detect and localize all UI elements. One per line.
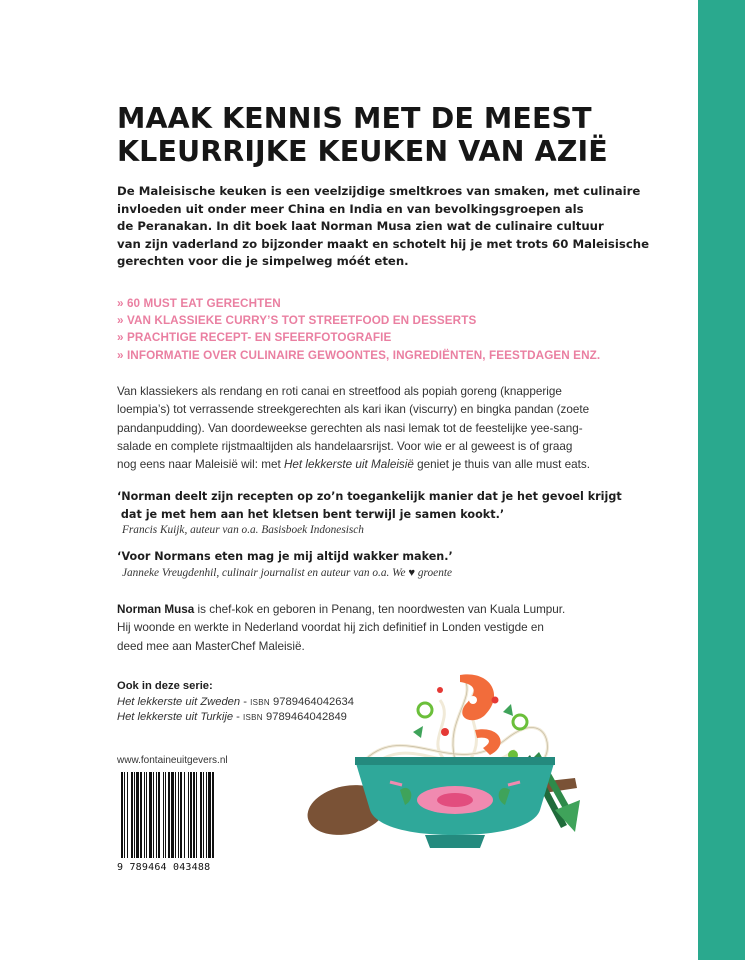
barcode-number: 9 789464 043488 — [117, 862, 211, 873]
barcode-bar — [180, 772, 182, 858]
attribution-text: Janneke Vreugdenhil, culinair journalist en auteur van o.a. We — [122, 566, 406, 579]
barcode-bar — [124, 772, 125, 858]
barcode-bar — [156, 772, 157, 858]
barcode-bar — [144, 772, 145, 858]
barcode-bar — [149, 772, 152, 858]
barcode-bar — [165, 772, 166, 858]
barcode-bar — [127, 772, 128, 858]
highlight-item: » 60 MUST EAT GERECHTEN — [117, 297, 281, 310]
barcode-bar — [153, 772, 154, 858]
quote-text — [117, 488, 677, 523]
barcode-bar — [200, 772, 202, 858]
isbn-label: ISBN — [243, 713, 263, 722]
highlights-list — [117, 295, 600, 364]
headline — [117, 102, 677, 168]
isbn-number: 9789464042634 — [269, 695, 354, 708]
quote-line: dat je met hem aan het kletsen bent terwijl je samen kookt.’ — [117, 507, 505, 521]
series-label: Ook in deze serie: — [117, 680, 213, 692]
body-paragraph — [117, 383, 647, 474]
intro-line: van zijn vaderland zo bijzonder maakt en schotelt hij je met trots 60 Maleisische — [117, 236, 650, 251]
barcode-bar — [178, 772, 179, 858]
bio-line — [117, 601, 647, 619]
testimonial-quote — [117, 548, 677, 581]
barcode-bar — [208, 772, 211, 858]
intro-line: invloeden uit onder meer China en India en van bevolkingsgroepen als — [117, 201, 584, 216]
body-line: salade en complete rijstmaaltijden als handelaarsrijst. Voor wie er al geweest is of graag — [117, 439, 573, 453]
intro-paragraph — [117, 183, 650, 271]
series-title: Het lekkerste uit Zweden — [117, 695, 241, 708]
book-title: Het lekkerste uit Maleisië — [283, 458, 414, 472]
series-title: Het lekkerste uit Turkije — [117, 711, 234, 723]
barcode-bar — [163, 772, 164, 858]
barcode-bar — [168, 772, 170, 858]
barcode-bar — [136, 772, 139, 858]
highlight-item: » PRACHTIGE RECEPT- EN SFEERFOTOGRAFIE — [117, 331, 392, 345]
barcode-bar — [175, 772, 176, 858]
noodle-bowl-illustration — [305, 660, 595, 860]
attribution-text: groente — [415, 566, 452, 579]
barcode-bar — [146, 772, 147, 858]
barcode-bar — [206, 772, 207, 858]
series-separator: - — [233, 711, 244, 723]
barcode-bar — [196, 772, 197, 858]
highlight-item: » INFORMATIE OVER CULINAIRE GEWOONTES, INGREDIËNTEN, FEESTDAGEN ENZ. — [117, 348, 601, 362]
series-separator: - — [240, 695, 251, 708]
body-text: nog eens naar Maleisië wil: met — [117, 458, 284, 472]
intro-line: De Maleisische keuken is een veelzijdige smeltkroes van smaken, met culinaire — [117, 184, 641, 198]
barcode-bar — [193, 772, 195, 858]
body-text: geniet je thuis van alle must eats. — [413, 458, 590, 472]
intro-line: de Peranakan. In dit boek laat Norman Musa zien wat de culinaire cultuur — [117, 219, 604, 234]
intro-line: gerechten voor die je simpelweg móét eten. — [117, 254, 409, 269]
headline-line: KLEURRIJKE KEUKEN VAN AZIË — [117, 135, 608, 168]
quote-line: ‘Norman deelt zijn recepten op zo’n toegankelijk manier dat je het gevoel krijgt — [117, 490, 622, 503]
barcode-bar — [140, 772, 142, 858]
book-spine — [698, 0, 745, 960]
barcode-bar — [171, 772, 174, 858]
barcode-bar — [184, 772, 185, 858]
headline-line: MAAK KENNIS MET DE MEEST — [117, 102, 592, 135]
bio-text: is chef-kok en geboren in Penang, ten noordwesten van Kuala Lumpur. — [194, 603, 566, 616]
bio-line: Hij woonde en werkte in Nederland voordat hij zich definitief in Londen vestigde en — [117, 621, 544, 635]
body-line: pandanpudding). Van doordeweekse gerechten als nasi lemak tot de feestelijke yee-sang- — [117, 421, 583, 435]
quote-line: ‘Voor Normans eten mag je mij altijd wakker maken.’ — [117, 550, 453, 563]
quote-text — [117, 548, 677, 566]
testimonial-quote — [117, 488, 677, 538]
author-bio — [117, 601, 647, 656]
barcode-bar — [131, 772, 133, 858]
quote-attribution: Francis Kuijk, auteur van o.a. Basisboek Indonesisch — [122, 524, 364, 537]
barcode-bar — [134, 772, 135, 858]
body-line: loempia’s) tot verrassende streekgerechten als kari ikan (viscurry) en bingka pandan (zoete — [117, 403, 590, 417]
barcode-bar — [158, 772, 160, 858]
body-line: Van klassiekers als rendang en roti canai en streetfood als popiah goreng (knapperige — [117, 385, 562, 398]
isbn-label: ISBN — [250, 697, 270, 707]
barcode-bar — [190, 772, 192, 858]
heart-icon: ♥ — [408, 566, 416, 579]
barcode-bar — [188, 772, 189, 858]
isbn-number: 9789464042849 — [262, 711, 347, 723]
publisher-website: www.fontaineuitgevers.nl — [117, 755, 228, 766]
author-name: Norman Musa — [117, 603, 195, 616]
barcode-bar — [121, 772, 123, 858]
highlight-item: » VAN KLASSIEKE CURRY’S TOT STREETFOOD EN DESSERTS — [117, 314, 477, 328]
bowl — [355, 757, 555, 848]
barcode — [117, 770, 237, 860]
barcode-bar — [203, 772, 204, 858]
barcode-bar — [212, 772, 214, 858]
quote-attribution — [117, 566, 677, 581]
body-line — [117, 456, 647, 474]
bio-line: deed mee aan MasterChef Maleisië. — [117, 639, 305, 653]
